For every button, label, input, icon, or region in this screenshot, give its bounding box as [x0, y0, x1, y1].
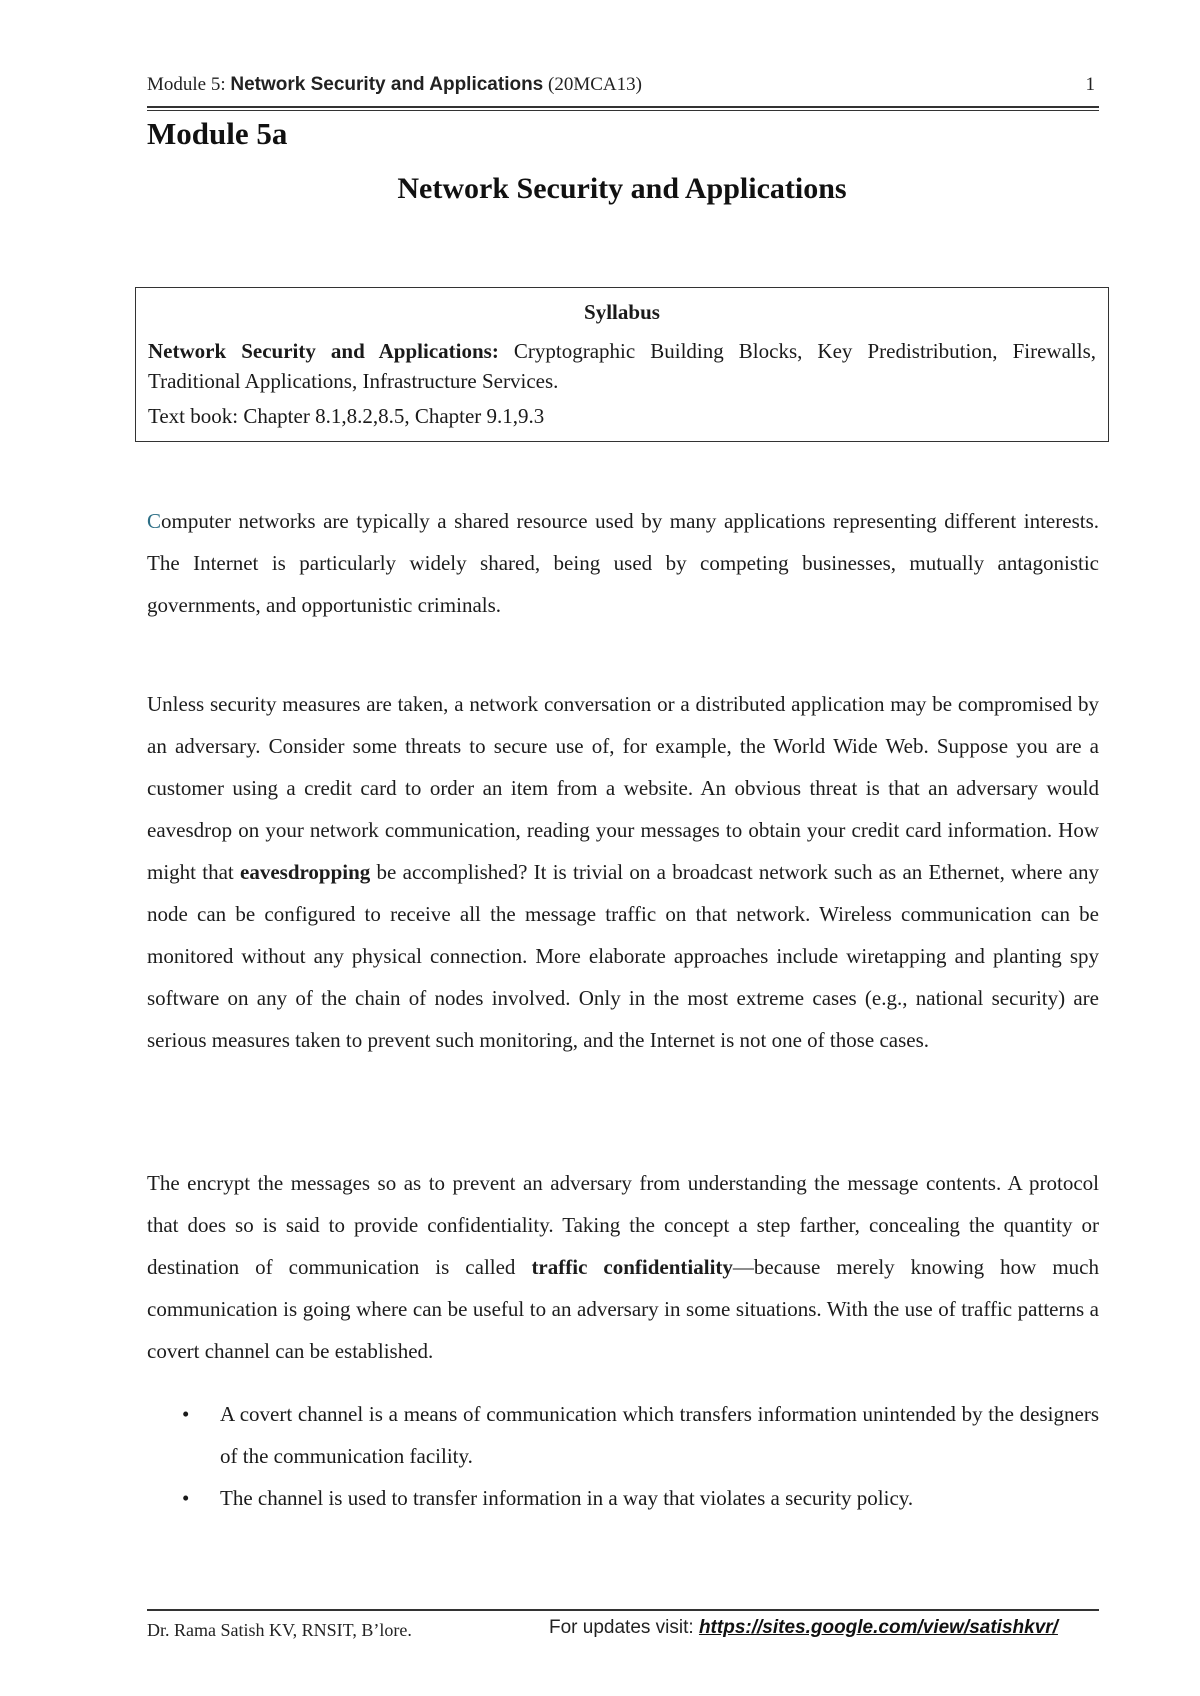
paragraph-threats-text-2: be accomplished? It is trivial on a broadcast network such as an Ethernet, where any node can be configured to receive all the message traffic on that network. Wireless communication can be monitored without any physical connection. More elaborate approaches include wiretapping and planting spy software on any of the chain of nodes involved. Only in the most extreme cases (e.g., national security) are serious measures taken to prevent such monitoring, and the Internet is not one of those cases.	[147, 860, 1100, 1052]
module-heading: Module 5a	[147, 116, 288, 151]
paragraph-conf-text-1: The encrypt the messages so as to prevent an adversary from understanding the message contents. A protocol that does so is said to provide confidentiality. Taking the concept a step farther, concealing the quantity or destination of communication is called	[147, 1171, 1099, 1279]
main-title: Network Security and Applications	[397, 172, 847, 205]
header-rule-bottom	[147, 110, 1099, 111]
paragraph-intro	[147, 500, 1099, 626]
drop-letter: C	[147, 509, 162, 533]
footer-updates	[549, 1617, 1058, 1639]
paragraph-threats	[147, 683, 1099, 1061]
list-item	[147, 1393, 1099, 1477]
term-traffic-confidentiality: traffic confidentiality	[531, 1255, 733, 1279]
paragraph-confidentiality	[147, 1162, 1099, 1372]
page-footer	[147, 1617, 1099, 1645]
paragraph-threats-text-1: Unless security measures are taken, a network conversation or a distributed application may be compromised by an adversary. Consider some threats to secure use of, for example, the World Wide Web. Suppose you are a customer using a credit card to order an item from a website. An obvious threat is that an adversary would eavesdrop on your network communication, reading your messages to obtain your credit card information. How might that	[147, 692, 1099, 884]
header-module-prefix: Module 5:	[147, 74, 231, 95]
footer-rule	[147, 1609, 1099, 1611]
syllabus-textbook: Text book: Chapter 8.1,8.2,8.5, Chapter 9.1,9.3	[148, 404, 545, 428]
header-course-code: (20MCA13)	[543, 74, 642, 95]
bullet-dot: •	[182, 1486, 190, 1510]
syllabus-topics-text: Cryptographic Building Blocks, Key Predistribution, Firewalls, Traditional Applications, Infrastructure Services.	[148, 339, 1096, 393]
syllabus-box	[135, 287, 1109, 442]
footer-link[interactable]: https://sites.google.com/view/satishkvr/	[698, 1617, 1058, 1638]
header-module-title: Network Security and Applications	[230, 74, 544, 95]
header-rule-top	[147, 106, 1099, 108]
footer-updates-label: For updates visit:	[549, 1617, 699, 1638]
bullet-list	[147, 1393, 1099, 1519]
term-eavesdropping: eavesdropping	[240, 860, 371, 884]
syllabus-heading: Syllabus	[584, 300, 660, 324]
syllabus-topics-label: Network Security and Applications:	[148, 339, 499, 363]
page-header	[147, 74, 1097, 102]
list-item	[147, 1477, 1099, 1519]
paragraph-intro-text: omputer networks are typically a shared resource used by many applications representing different interests. The Internet is particularly widely shared, being used by competing businesses, mutually antagonistic governments, and opportunistic criminals.	[147, 509, 1099, 617]
paragraph-conf-text-2: —because merely knowing how much communication is going where can be useful to an adversary in some situations. With the use of traffic patterns a covert channel can be established.	[147, 1255, 1099, 1363]
bullet-dot: •	[182, 1402, 190, 1426]
list-item-text: A covert channel is a means of communication which transfers information unintended by the designers of the communication facility.	[220, 1402, 1099, 1468]
syllabus-topics	[148, 336, 1096, 396]
page-number: 1	[1085, 74, 1095, 95]
list-item-text: The channel is used to transfer information in a way that violates a security policy.	[220, 1486, 914, 1510]
footer-author: Dr. Rama Satish KV, RNSIT, B’lore.	[147, 1620, 412, 1640]
